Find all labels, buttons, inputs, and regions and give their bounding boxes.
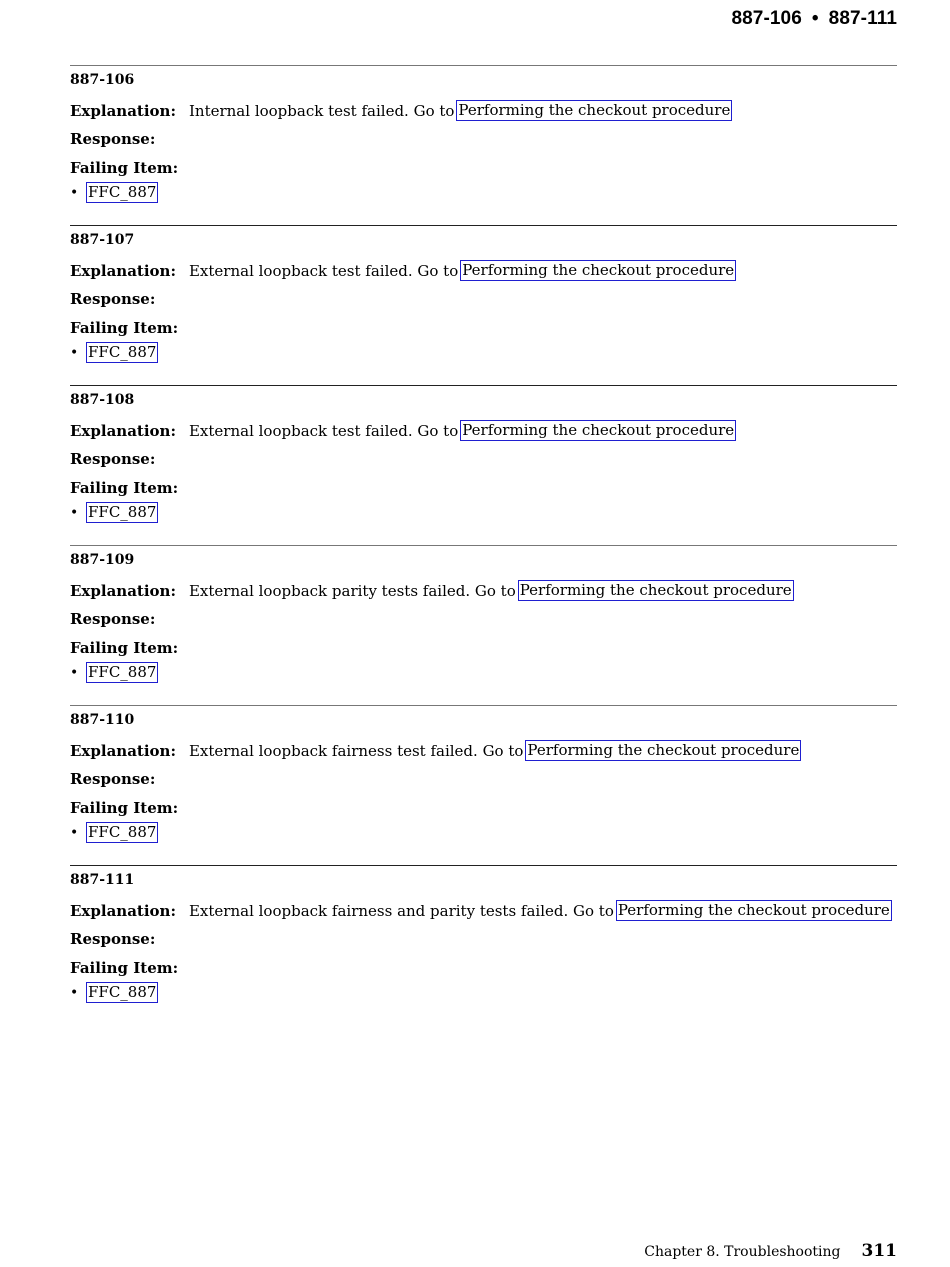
- response-label: Response:: [70, 770, 156, 788]
- explanation-row: [70, 260, 736, 281]
- response-row: [70, 290, 155, 308]
- failing-item-row: [70, 639, 178, 657]
- error-code: 887-106: [70, 72, 135, 88]
- bullet-icon: •: [70, 504, 79, 521]
- bullet-icon: •: [70, 664, 79, 681]
- response-label: Response:: [70, 130, 156, 148]
- header-separator: •: [811, 8, 819, 29]
- failing-item-label: Failing Item:: [70, 159, 179, 177]
- error-entry: [70, 65, 897, 225]
- error-code-list: [70, 65, 897, 1025]
- checkout-procedure-link[interactable]: Performing the checkout procedure: [458, 101, 731, 119]
- failing-item-label: Failing Item:: [70, 799, 179, 817]
- checkout-procedure-link[interactable]: Performing the checkout procedure: [519, 581, 792, 599]
- error-entry: [70, 705, 897, 865]
- chapter-title: Chapter 8. Troubleshooting: [644, 1244, 841, 1260]
- failing-item-label: Failing Item:: [70, 959, 179, 977]
- error-entry: [70, 865, 897, 1025]
- error-code: 887-110: [70, 712, 135, 728]
- page-number: 311: [861, 1241, 897, 1261]
- response-row: [70, 610, 155, 628]
- checkout-procedure-link[interactable]: Performing the checkout procedure: [462, 421, 735, 439]
- ffc-link[interactable]: FFC_887: [88, 663, 157, 681]
- ffc-link[interactable]: FFC_887: [88, 823, 157, 841]
- bullet-icon: •: [70, 824, 79, 841]
- error-code: 887-107: [70, 232, 135, 248]
- failing-item-row: [70, 959, 178, 977]
- checkout-procedure-link[interactable]: Performing the checkout procedure: [527, 741, 800, 759]
- explanation-text: External loopback parity tests failed. Go to: [188, 581, 516, 600]
- explanation-label: Explanation:: [70, 581, 176, 600]
- failing-item-row: [70, 479, 178, 497]
- response-label: Response:: [70, 930, 156, 948]
- error-entry: [70, 385, 897, 545]
- explanation-text: External loopback fairness test failed. Go to: [188, 741, 524, 760]
- failing-item-row: [70, 159, 178, 177]
- failing-item-label: Failing Item:: [70, 639, 179, 657]
- checkout-procedure-link[interactable]: Performing the checkout procedure: [617, 901, 890, 919]
- explanation-row: [70, 900, 892, 921]
- explanation-row: [70, 580, 794, 601]
- failing-item-list-item: [70, 982, 158, 1003]
- error-code: 887-108: [70, 392, 135, 408]
- explanation-label: Explanation:: [70, 741, 176, 760]
- checkout-procedure-link[interactable]: Performing the checkout procedure: [462, 261, 735, 279]
- explanation-row: [70, 740, 801, 761]
- explanation-text: External loopback test failed. Go to: [188, 261, 459, 280]
- failing-item-list-item: [70, 822, 158, 843]
- explanation-label: Explanation:: [70, 261, 176, 280]
- page-footer: [644, 1241, 897, 1261]
- response-row: [70, 770, 155, 788]
- failing-item-list-item: [70, 182, 158, 203]
- explanation-label: Explanation:: [70, 421, 176, 440]
- explanation-text: External loopback test failed. Go to: [188, 421, 459, 440]
- failing-item-row: [70, 799, 178, 817]
- failing-item-label: Failing Item:: [70, 319, 179, 337]
- response-row: [70, 930, 155, 948]
- ffc-link[interactable]: FFC_887: [88, 343, 157, 361]
- response-label: Response:: [70, 290, 156, 308]
- explanation-row: [70, 100, 732, 121]
- bullet-icon: •: [70, 184, 79, 201]
- response-row: [70, 450, 155, 468]
- explanation-text: Internal loopback test failed. Go to: [188, 101, 455, 120]
- failing-item-row: [70, 319, 178, 337]
- error-code: 887-111: [70, 872, 135, 888]
- bullet-icon: •: [70, 344, 79, 361]
- error-entry: [70, 225, 897, 385]
- ffc-link[interactable]: FFC_887: [88, 503, 157, 521]
- explanation-label: Explanation:: [70, 901, 176, 920]
- header-last-code: 887-111: [828, 8, 897, 29]
- error-code: 887-109: [70, 552, 135, 568]
- failing-item-list-item: [70, 342, 158, 363]
- bullet-icon: •: [70, 984, 79, 1001]
- explanation-label: Explanation:: [70, 101, 176, 120]
- error-entry: [70, 545, 897, 705]
- failing-item-list-item: [70, 662, 158, 683]
- header-first-code: 887-106: [731, 8, 802, 29]
- explanation-row: [70, 420, 736, 441]
- explanation-text: External loopback fairness and parity tests failed. Go to: [188, 901, 614, 920]
- failing-item-list-item: [70, 502, 158, 523]
- response-label: Response:: [70, 610, 156, 628]
- response-label: Response:: [70, 450, 156, 468]
- page-header: [731, 8, 897, 30]
- ffc-link[interactable]: FFC_887: [88, 183, 157, 201]
- response-row: [70, 130, 155, 148]
- failing-item-label: Failing Item:: [70, 479, 179, 497]
- ffc-link[interactable]: FFC_887: [88, 983, 157, 1001]
